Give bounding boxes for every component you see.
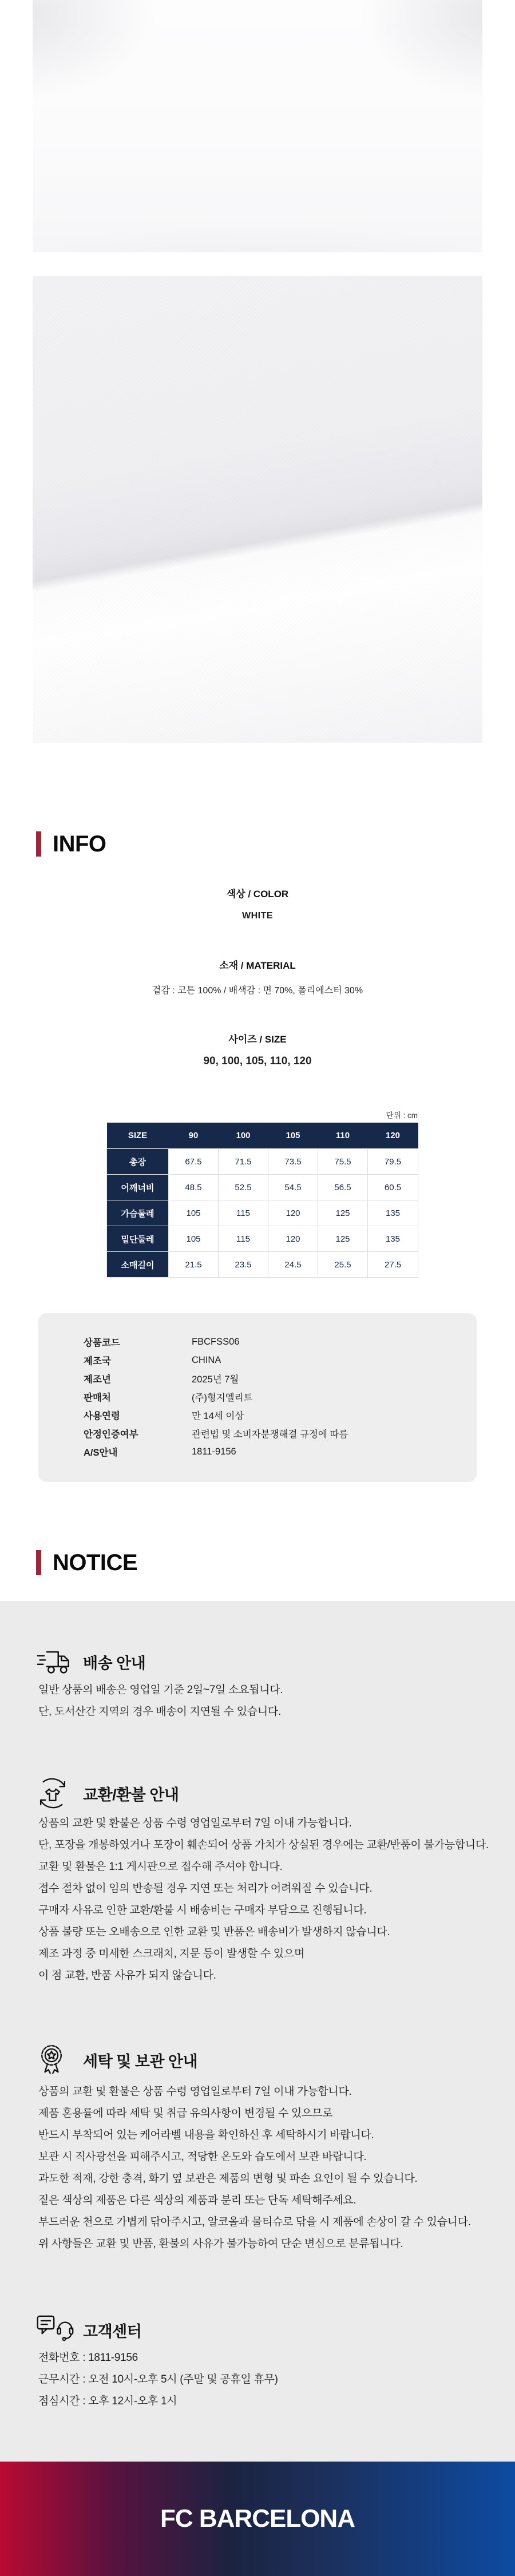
notice-line: 제품 혼용률에 따라 세탁 및 취급 유의사항이 변경될 수 있으므로: [38, 2107, 333, 2119]
detail-label: 제조년: [84, 1374, 111, 1385]
table-cell: 115: [219, 1226, 268, 1252]
customer-center-lines: [38, 2351, 496, 2416]
detail-value: 2025년 7월: [192, 1374, 239, 1385]
customer-center-heading: [36, 2312, 141, 2348]
column-header: 110: [335, 1131, 350, 1140]
notice-line: 단, 도서산간 지역의 경우 배송이 지연될 수 있습니다.: [38, 1706, 281, 1718]
notice-line: 이 점 교환, 반품 사유가 되지 않습니다.: [38, 1969, 216, 1981]
detail-row: [38, 1442, 477, 1461]
row-label: 소매길이: [107, 1252, 169, 1278]
size-value: 90, 100, 105, 110, 120: [203, 1055, 312, 1067]
exchange-refund-lines: [38, 1817, 496, 1991]
product-details-card: [38, 1313, 477, 1482]
notice-section-title: [36, 1549, 137, 1576]
color-heading: 색상 / COLOR: [226, 889, 289, 899]
detail-value: CHINA: [192, 1354, 221, 1365]
table-row: [107, 1252, 418, 1278]
detail-label: 판매처: [84, 1393, 111, 1403]
table-cell: 56.5: [318, 1175, 368, 1200]
product-photo-fabric-closeup: [33, 276, 482, 743]
detail-row: [38, 1388, 477, 1406]
table-cell: 71.5: [219, 1149, 268, 1175]
notice-line: 부드러운 천으로 가볍게 닦아주시고, 알코올과 물티슈로 닦을 시 제품에 손상이 갈 수 있습니다.: [38, 2216, 471, 2228]
table-cell: 120: [268, 1200, 318, 1226]
notice-line: 접수 절차 없이 임의 반송될 경우 지연 또는 처리가 어려워질 수 있습니다.: [38, 1883, 373, 1895]
notice-subheading: 배송 안내: [83, 1654, 146, 1672]
table-row: [107, 1226, 418, 1252]
table-cell: 73.5: [268, 1149, 318, 1175]
row-label: 가슴둘레: [107, 1200, 169, 1226]
table-cell: 52.5: [219, 1175, 268, 1200]
notice-line: 근무시간 : 오전 10시-오후 5시 (주말 및 공휴일 휴무): [38, 2373, 278, 2385]
detail-value: 1811-9156: [192, 1446, 236, 1457]
row-label: 밑단둘레: [107, 1226, 169, 1252]
detail-row: [38, 1351, 477, 1369]
notice-line: 짙은 색상의 제품은 다른 색상의 제품과 분리 또는 단독 세탁해주세요.: [38, 2194, 356, 2206]
shipping-info-heading: [36, 1643, 145, 1680]
detail-label: 안정인증여부: [84, 1429, 138, 1440]
notice-line: 상품의 교환 및 환불은 상품 수령 영업일로부터 7일 이내 가능합니다.: [38, 1817, 352, 1829]
column-header: SIZE: [128, 1131, 148, 1140]
table-cell: 125: [318, 1226, 368, 1252]
table-cell: 21.5: [169, 1252, 219, 1278]
table-cell: 25.5: [318, 1252, 368, 1278]
column-header: 100: [236, 1131, 251, 1140]
table-cell: 79.5: [368, 1149, 418, 1175]
care-storage-lines: [38, 2085, 496, 2259]
brand-logo-text: FC BARCELONA: [160, 2504, 355, 2533]
row-label: 총장: [107, 1149, 169, 1175]
notice-line: 구매자 사유로 인한 교환/환불 시 배송비는 구매자 부담으로 진행됩니다.: [38, 1904, 367, 1916]
customer-center-icon: [36, 2313, 76, 2347]
detail-label: 상품코드: [84, 1338, 120, 1348]
notice-line: 일반 상품의 배송은 영업일 기준 2일~7일 소요됩니다.: [38, 1684, 283, 1696]
size-heading: 사이즈 / SIZE: [228, 1034, 287, 1045]
table-cell: 48.5: [169, 1175, 219, 1200]
material-heading: 소재 / MATERIAL: [219, 960, 296, 971]
color-value: WHITE: [241, 911, 274, 921]
info-section-title: [36, 831, 106, 857]
detail-row: [38, 1424, 477, 1442]
table-cell: 105: [169, 1226, 219, 1252]
red-accent-bar: [36, 831, 41, 857]
detail-value: (주)형지엘리트: [192, 1393, 253, 1403]
detail-label: 사용연령: [84, 1411, 120, 1421]
table-cell: 67.5: [169, 1149, 219, 1175]
notice-line: 단, 포장을 개봉하였거나 포장이 훼손되어 상품 가치가 상실된 경우에는 교환/반품이 불가능합니다.: [38, 1839, 489, 1851]
size-table-header-row: [107, 1123, 418, 1149]
care-storage-heading: [36, 2042, 197, 2078]
brand-footer: [0, 2462, 515, 2576]
table-cell: 125: [318, 1200, 368, 1226]
notice-line: 전화번호 : 1811-9156: [38, 2352, 138, 2364]
notice-line: 상품 불량 또는 오배송으로 인한 교환 및 반품은 배송비가 발생하지 않습니다.: [38, 1926, 390, 1938]
product-photo-shirt-hem: [33, 0, 482, 252]
table-cell: 24.5: [268, 1252, 318, 1278]
notice-line: 반드시 부착되어 있는 케어라벨 내용을 확인하신 후 세탁하시기 바랍니다.: [38, 2129, 374, 2141]
notice-line: 제조 과정 중 미세한 스크래치, 지문 등이 발생할 수 있으며: [38, 1948, 305, 1960]
table-cell: 23.5: [219, 1252, 268, 1278]
detail-label: A/S안내: [84, 1448, 118, 1458]
table-cell: 60.5: [368, 1175, 418, 1200]
notice-line: 상품의 교환 및 환불은 상품 수령 영업일로부터 7일 이내 가능합니다.: [38, 2086, 352, 2098]
table-cell: 135: [368, 1226, 418, 1252]
column-header: 120: [385, 1131, 401, 1140]
exchange-refund-heading: [36, 1775, 179, 1812]
notice-line: 점심시간 : 오후 12시-오후 1시: [38, 2395, 177, 2407]
detail-row: [38, 1369, 477, 1388]
notice-line: 교환 및 환불은 1:1 게시판으로 접수해 주셔야 합니다.: [38, 1861, 283, 1873]
shipping-info-lines: [38, 1683, 496, 1727]
section-title-text: NOTICE: [53, 1549, 138, 1575]
table-row: [107, 1175, 418, 1200]
exchange-refund-icon: [36, 1776, 76, 1811]
table-cell: 54.5: [268, 1175, 318, 1200]
table-cell: 27.5: [368, 1252, 418, 1278]
table-cell: 115: [219, 1200, 268, 1226]
table-cell: 105: [169, 1200, 219, 1226]
delivery-truck-icon: [36, 1648, 76, 1675]
detail-value: FBCFSS06: [192, 1336, 240, 1347]
table-row: [107, 1200, 418, 1226]
notice-subheading: 교환/환불 안내: [83, 1786, 179, 1804]
unit-label: 단위 : cm: [386, 1111, 418, 1120]
notice-line: 위 사항들은 교환 및 반품, 환불의 사유가 불가능하여 단순 변심으로 분류됩니다.: [38, 2238, 403, 2250]
size-table: [106, 1123, 418, 1278]
notice-line: 보관 시 직사광선을 피해주시고, 적당한 온도와 습도에서 보관 바랍니다.: [38, 2151, 367, 2163]
care-badge-icon: [36, 2042, 76, 2078]
detail-value: 만 14세 이상: [192, 1411, 244, 1421]
table-cell: 75.5: [318, 1149, 368, 1175]
detail-value: 관련법 및 소비자분쟁해결 규정에 따름: [192, 1429, 348, 1440]
notice-line: 과도한 적재, 강한 충격, 화기 옆 보관은 제품의 변형 및 파손 요인이 될 수 있습니다.: [38, 2173, 418, 2185]
row-label: 어깨너비: [107, 1175, 169, 1200]
column-header: 105: [286, 1131, 300, 1140]
red-accent-bar: [36, 1550, 41, 1575]
notice-subheading: 세탁 및 보관 안내: [83, 2052, 198, 2070]
notice-subheading: 고객센터: [83, 2323, 142, 2340]
detail-row: [38, 1333, 477, 1351]
material-value: 겉감 : 코튼 100% / 배색감 : 면 70%, 폴리에스터 30%: [152, 986, 363, 996]
detail-label: 제조국: [84, 1356, 111, 1366]
detail-row: [38, 1406, 477, 1424]
column-header: 90: [188, 1131, 199, 1140]
section-title-text: INFO: [53, 831, 106, 857]
table-cell: 135: [368, 1200, 418, 1226]
table-row: [107, 1149, 418, 1175]
table-cell: 120: [268, 1226, 318, 1252]
